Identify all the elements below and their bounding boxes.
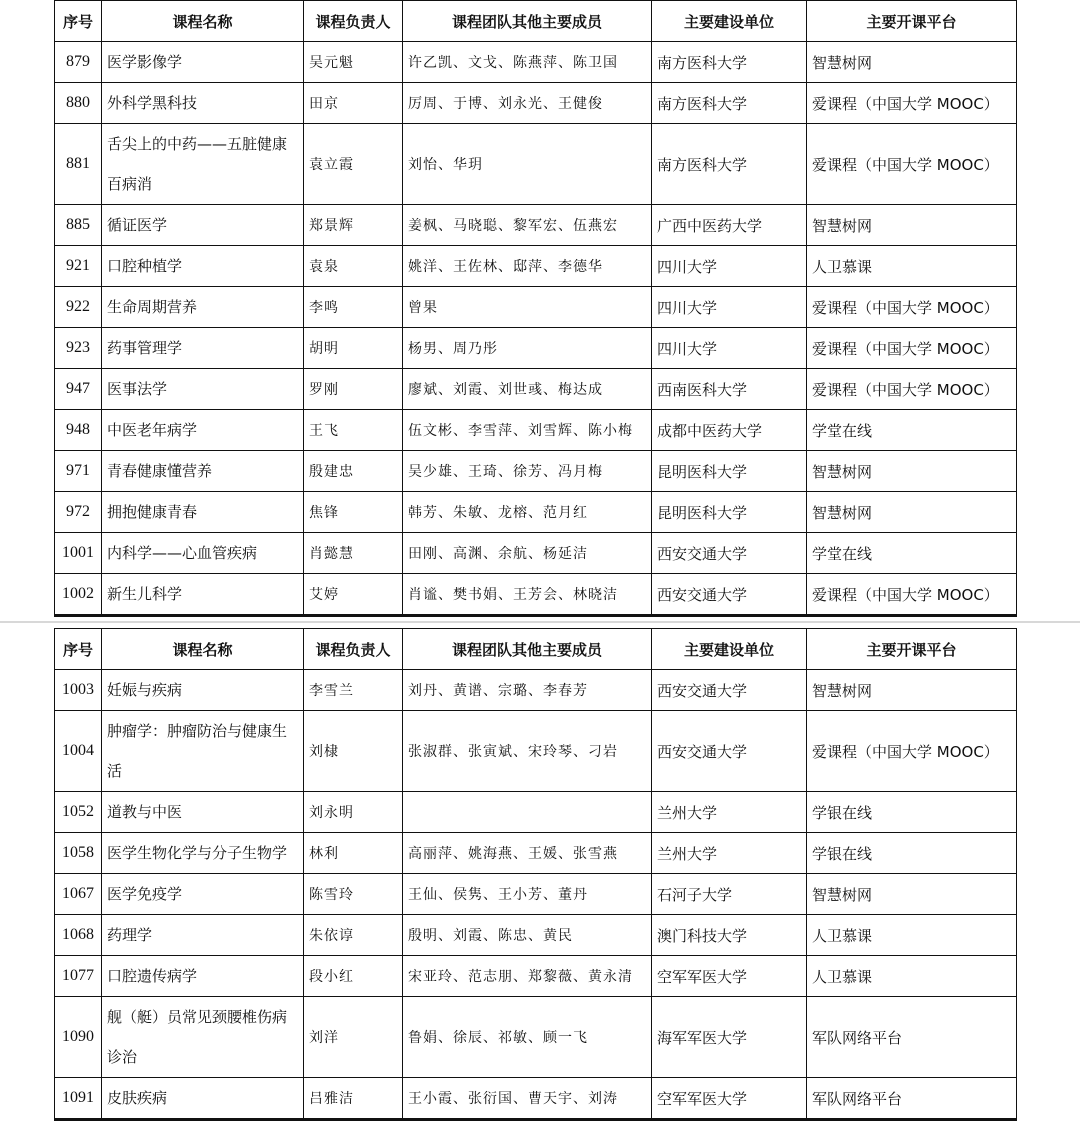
team-members-cell: 吴少雄、王琦、徐芳、冯月梅 (403, 451, 652, 492)
table-row (55, 205, 1017, 246)
team-members-cell: 伍文彬、李雪萍、刘雪辉、陈小梅 (403, 410, 652, 451)
row-number-cell: 1090 (55, 997, 102, 1078)
platform-cell: 学堂在线 (807, 410, 1017, 451)
course-table-1 (54, 0, 1017, 617)
header-row (55, 1, 1017, 42)
platform-cell: 人卫慕课 (807, 246, 1017, 287)
col-platform-header: 主要开课平台 (807, 629, 1017, 670)
course-lead-cell: 胡明 (304, 328, 403, 369)
course-lead-cell: 李雪兰 (304, 670, 403, 711)
course-name-cell: 口腔遗传病学 (102, 956, 304, 997)
table-row (55, 997, 1017, 1078)
row-number-cell: 971 (55, 451, 102, 492)
course-name-cell: 循证医学 (102, 205, 304, 246)
course-name-cell: 新生儿科学 (102, 574, 304, 616)
platform-cell: 爱课程（中国大学 MOOC） (807, 369, 1017, 410)
building-unit-cell: 澳门科技大学 (652, 915, 807, 956)
building-unit-cell: 西安交通大学 (652, 574, 807, 616)
platform-cell: 智慧树网 (807, 205, 1017, 246)
platform-cell: 智慧树网 (807, 451, 1017, 492)
team-members-cell: 高丽萍、姚海燕、王媛、张雪燕 (403, 833, 652, 874)
table-row (55, 42, 1017, 83)
team-members-cell: 宋亚玲、范志朋、郑黎薇、黄永清 (403, 956, 652, 997)
team-members-cell: 廖斌、刘霞、刘世彧、梅达成 (403, 369, 652, 410)
row-number-cell: 1052 (55, 792, 102, 833)
platform-cell: 智慧树网 (807, 42, 1017, 83)
col-course-name-header: 课程名称 (102, 629, 304, 670)
course-lead-cell: 艾婷 (304, 574, 403, 616)
course-name-cell: 青春健康懂营养 (102, 451, 304, 492)
row-number-cell: 1004 (55, 711, 102, 792)
team-members-cell: 肖谧、樊书娟、王芳会、林晓洁 (403, 574, 652, 616)
team-members-cell: 王小霞、张衍国、曹天宇、刘涛 (403, 1078, 652, 1120)
building-unit-cell: 石河子大学 (652, 874, 807, 915)
course-lead-cell: 罗刚 (304, 369, 403, 410)
table-row (55, 574, 1017, 616)
row-number-cell: 1002 (55, 574, 102, 616)
course-name-cell: 舌尖上的中药——五脏健康百病消 (102, 124, 304, 205)
building-unit-cell: 南方医科大学 (652, 124, 807, 205)
course-lead-cell: 陈雪玲 (304, 874, 403, 915)
building-unit-cell: 成都中医药大学 (652, 410, 807, 451)
building-unit-cell: 西南医科大学 (652, 369, 807, 410)
course-lead-cell: 肖懿慧 (304, 533, 403, 574)
course-lead-cell: 焦锋 (304, 492, 403, 533)
col-number-header: 序号 (55, 629, 102, 670)
team-members-cell: 刘丹、黄谱、宗璐、李春芳 (403, 670, 652, 711)
course-name-cell: 药理学 (102, 915, 304, 956)
platform-cell: 学堂在线 (807, 533, 1017, 574)
course-lead-cell: 李鸣 (304, 287, 403, 328)
team-members-cell: 厉周、于博、刘永光、王健俊 (403, 83, 652, 124)
building-unit-cell: 四川大学 (652, 287, 807, 328)
team-members-cell: 殷明、刘霞、陈忠、黄民 (403, 915, 652, 956)
team-members-cell: 王仙、侯隽、王小芳、董丹 (403, 874, 652, 915)
building-unit-cell: 兰州大学 (652, 833, 807, 874)
course-lead-cell: 吕雅洁 (304, 1078, 403, 1120)
team-members-cell: 韩芳、朱敏、龙榕、范月红 (403, 492, 652, 533)
team-members-cell: 曾果 (403, 287, 652, 328)
building-unit-cell: 四川大学 (652, 328, 807, 369)
building-unit-cell: 南方医科大学 (652, 83, 807, 124)
building-unit-cell: 昆明医科大学 (652, 492, 807, 533)
platform-cell: 爱课程（中国大学 MOOC） (807, 124, 1017, 205)
course-lead-cell: 郑景辉 (304, 205, 403, 246)
col-members-header: 课程团队其他主要成员 (403, 1, 652, 42)
table-row (55, 287, 1017, 328)
building-unit-cell: 南方医科大学 (652, 42, 807, 83)
table-row (55, 670, 1017, 711)
table-row (55, 83, 1017, 124)
platform-cell: 爱课程（中国大学 MOOC） (807, 711, 1017, 792)
table-row (55, 492, 1017, 533)
table-row (55, 451, 1017, 492)
col-course-name-header: 课程名称 (102, 1, 304, 42)
building-unit-cell: 广西中医药大学 (652, 205, 807, 246)
course-lead-cell: 殷建忠 (304, 451, 403, 492)
row-number-cell: 1067 (55, 874, 102, 915)
course-lead-cell: 刘永明 (304, 792, 403, 833)
table-row (55, 874, 1017, 915)
course-lead-cell: 林利 (304, 833, 403, 874)
col-lead-header: 课程负责人 (304, 1, 403, 42)
col-platform-header: 主要开课平台 (807, 1, 1017, 42)
course-lead-cell: 刘棣 (304, 711, 403, 792)
table-row (55, 124, 1017, 205)
platform-cell: 爱课程（中国大学 MOOC） (807, 328, 1017, 369)
row-number-cell: 1068 (55, 915, 102, 956)
building-unit-cell: 西安交通大学 (652, 670, 807, 711)
platform-cell: 人卫慕课 (807, 956, 1017, 997)
team-members-cell: 姚洋、王佐林、邸萍、李德华 (403, 246, 652, 287)
course-name-cell: 内科学——心血管疾病 (102, 533, 304, 574)
platform-cell: 智慧树网 (807, 492, 1017, 533)
course-name-cell: 肿瘤学：肿瘤防治与健康生活 (102, 711, 304, 792)
col-number-header: 序号 (55, 1, 102, 42)
platform-cell: 军队网络平台 (807, 1078, 1017, 1120)
course-name-cell: 道教与中医 (102, 792, 304, 833)
team-members-cell: 田刚、高渊、余航、杨延洁 (403, 533, 652, 574)
platform-cell: 智慧树网 (807, 670, 1017, 711)
building-unit-cell: 西安交通大学 (652, 711, 807, 792)
team-members-cell: 鲁娟、徐辰、祁敏、顾一飞 (403, 997, 652, 1078)
table-row (55, 833, 1017, 874)
course-name-cell: 口腔种植学 (102, 246, 304, 287)
team-members-cell: 张淑群、张寅斌、宋玲琴、刁岩 (403, 711, 652, 792)
platform-cell: 爱课程（中国大学 MOOC） (807, 83, 1017, 124)
col-unit-header: 主要建设单位 (652, 1, 807, 42)
col-members-header: 课程团队其他主要成员 (403, 629, 652, 670)
table-row (55, 328, 1017, 369)
building-unit-cell: 兰州大学 (652, 792, 807, 833)
course-name-cell: 外科学黑科技 (102, 83, 304, 124)
course-lead-cell: 段小红 (304, 956, 403, 997)
course-lead-cell: 王飞 (304, 410, 403, 451)
course-name-cell: 拥抱健康青春 (102, 492, 304, 533)
team-members-cell (403, 792, 652, 833)
header-row (55, 629, 1017, 670)
platform-cell: 学银在线 (807, 792, 1017, 833)
team-members-cell: 杨男、周乃彤 (403, 328, 652, 369)
table-row (55, 1078, 1017, 1120)
col-lead-header: 课程负责人 (304, 629, 403, 670)
course-lead-cell: 吴元魁 (304, 42, 403, 83)
row-number-cell: 1058 (55, 833, 102, 874)
course-lead-cell: 袁泉 (304, 246, 403, 287)
table-row (55, 711, 1017, 792)
course-name-cell: 皮肤疾病 (102, 1078, 304, 1120)
platform-cell: 爱课程（中国大学 MOOC） (807, 574, 1017, 616)
table-row (55, 246, 1017, 287)
course-name-cell: 医学生物化学与分子生物学 (102, 833, 304, 874)
row-number-cell: 879 (55, 42, 102, 83)
platform-cell: 智慧树网 (807, 874, 1017, 915)
team-members-cell: 姜枫、马晓聪、黎军宏、伍燕宏 (403, 205, 652, 246)
row-number-cell: 972 (55, 492, 102, 533)
course-table-2 (54, 628, 1017, 1121)
course-name-cell: 舰（艇）员常见颈腰椎伤病诊治 (102, 997, 304, 1078)
table-row (55, 792, 1017, 833)
platform-cell: 爱课程（中国大学 MOOC） (807, 287, 1017, 328)
table-row (55, 369, 1017, 410)
team-members-cell: 许乙凯、文戈、陈燕萍、陈卫国 (403, 42, 652, 83)
row-number-cell: 1001 (55, 533, 102, 574)
row-number-cell: 880 (55, 83, 102, 124)
table-row (55, 956, 1017, 997)
row-number-cell: 1003 (55, 670, 102, 711)
building-unit-cell: 空军军医大学 (652, 1078, 807, 1120)
page-separator (0, 621, 1080, 623)
row-number-cell: 948 (55, 410, 102, 451)
row-number-cell: 921 (55, 246, 102, 287)
row-number-cell: 922 (55, 287, 102, 328)
col-unit-header: 主要建设单位 (652, 629, 807, 670)
platform-cell: 人卫慕课 (807, 915, 1017, 956)
building-unit-cell: 四川大学 (652, 246, 807, 287)
table-row (55, 410, 1017, 451)
row-number-cell: 947 (55, 369, 102, 410)
row-number-cell: 885 (55, 205, 102, 246)
row-number-cell: 881 (55, 124, 102, 205)
row-number-cell: 1091 (55, 1078, 102, 1120)
course-name-cell: 医事法学 (102, 369, 304, 410)
platform-cell: 学银在线 (807, 833, 1017, 874)
course-name-cell: 中医老年病学 (102, 410, 304, 451)
course-lead-cell: 刘洋 (304, 997, 403, 1078)
course-name-cell: 医学免疫学 (102, 874, 304, 915)
course-name-cell: 医学影像学 (102, 42, 304, 83)
platform-cell: 军队网络平台 (807, 997, 1017, 1078)
team-members-cell: 刘怡、华玥 (403, 124, 652, 205)
building-unit-cell: 西安交通大学 (652, 533, 807, 574)
course-lead-cell: 袁立霞 (304, 124, 403, 205)
row-number-cell: 1077 (55, 956, 102, 997)
course-name-cell: 药事管理学 (102, 328, 304, 369)
course-name-cell: 妊娠与疾病 (102, 670, 304, 711)
building-unit-cell: 昆明医科大学 (652, 451, 807, 492)
course-lead-cell: 朱依谆 (304, 915, 403, 956)
table-row (55, 915, 1017, 956)
row-number-cell: 923 (55, 328, 102, 369)
table-row (55, 533, 1017, 574)
course-name-cell: 生命周期营养 (102, 287, 304, 328)
course-lead-cell: 田京 (304, 83, 403, 124)
building-unit-cell: 空军军医大学 (652, 956, 807, 997)
building-unit-cell: 海军军医大学 (652, 997, 807, 1078)
